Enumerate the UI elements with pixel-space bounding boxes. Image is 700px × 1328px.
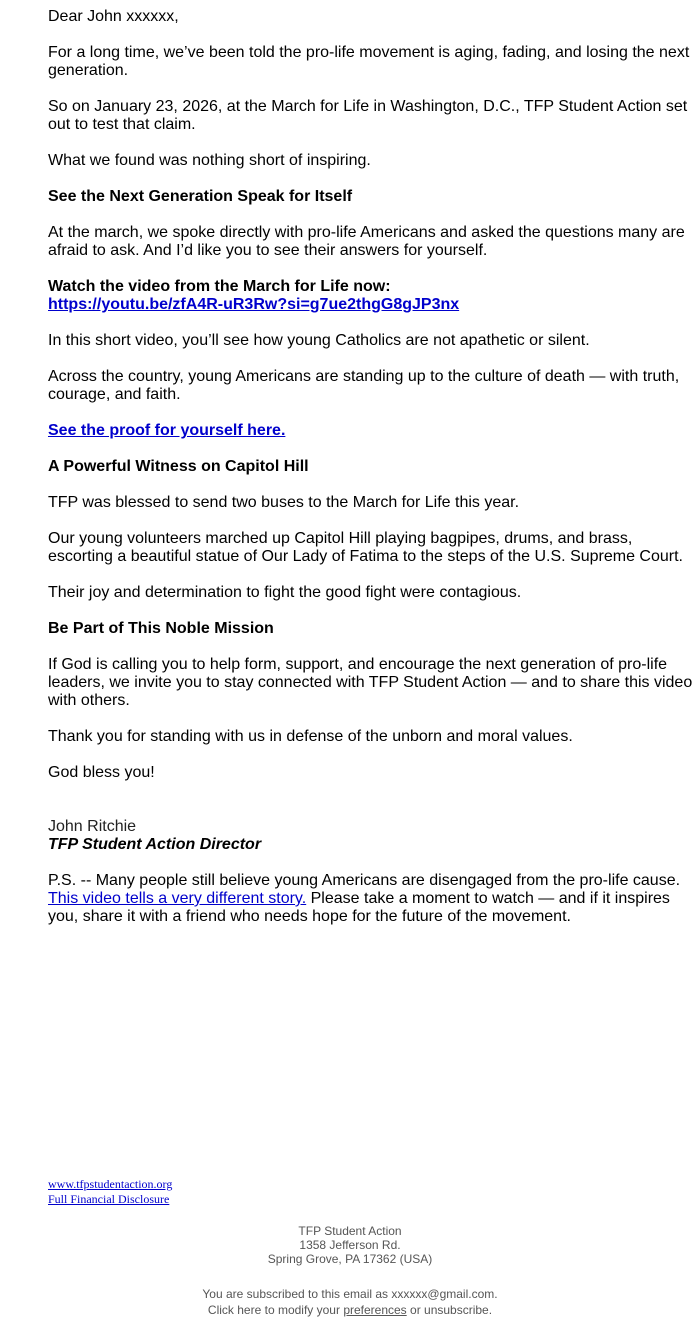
signature-title: TFP Student Action Director xyxy=(48,836,262,853)
street-address: 1358 Jefferson Rd. xyxy=(299,1238,401,1252)
footer-address xyxy=(0,1224,700,1266)
paragraph-questions: At the march, we spoke directly with pro-life Americans and asked the questions many are afraid to ask. And I’d like you to see their answers for yourself. xyxy=(48,224,685,259)
modify-suffix: or unsubscribe. xyxy=(406,1303,493,1317)
paragraph-thank-you: Thank you for standing with us in defense of the unborn and moral values. xyxy=(48,728,573,745)
paragraph-inspiring: What we found was nothing short of inspiring. xyxy=(48,152,371,169)
paragraph-across-country: Across the country, young Americans are standing up to the culture of death — with truth, courage, and faith. xyxy=(48,368,680,403)
postscript-prefix: P.S. -- Many people still believe young Americans are disengaged from the pro-life cause. xyxy=(48,872,681,889)
heading-noble-mission: Be Part of This Noble Mission xyxy=(48,620,274,637)
greeting: Dear John xxxxxx, xyxy=(48,8,179,25)
proof-block xyxy=(48,422,285,440)
preferences-link[interactable]: preferences xyxy=(343,1303,407,1317)
paragraph-invite: If God is calling you to help form, support, and encourage the next generation of pro-life leaders, we invite you to stay connected with TFP Student Action — and to share this video with others. xyxy=(48,656,693,709)
subscribed-suffix: . xyxy=(494,1287,498,1301)
paragraph-volunteers: Our young volunteers marched up Capitol Hill playing bagpipes, drums, and brass, escorting a beautiful statue of Our Lady of Fatima to the steps of the U.S. Supreme Court. xyxy=(48,530,683,565)
postscript xyxy=(48,872,693,926)
watch-video-label: Watch the video from the March for Life now: xyxy=(48,278,391,295)
footer-links xyxy=(48,1177,172,1207)
subscribed-prefix: You are subscribed to this email as xyxy=(202,1287,392,1301)
modify-line xyxy=(0,1302,700,1318)
subscribed-line xyxy=(0,1286,700,1302)
postscript-video-link[interactable]: This video tells a very different story. xyxy=(48,890,307,907)
website-link[interactable]: www.tfpstudentaction.org xyxy=(48,1177,173,1191)
subscriber-email: xxxxxx@gmail.com xyxy=(391,1287,495,1301)
proof-link[interactable]: See the proof for yourself here. xyxy=(48,422,286,439)
signature-name: John Ritchie xyxy=(48,818,137,835)
org-name: TFP Student Action xyxy=(298,1224,402,1238)
paragraph-short-video: In this short video, you’ll see how young Catholics are not apathetic or silent. xyxy=(48,332,590,349)
financial-disclosure-link[interactable]: Full Financial Disclosure xyxy=(48,1192,170,1206)
city-address: Spring Grove, PA 17362 (USA) xyxy=(267,1252,433,1266)
modify-prefix: Click here to modify your xyxy=(207,1303,344,1317)
paragraph-joy: Their joy and determination to fight the good fight were contagious. xyxy=(48,584,522,601)
heading-next-generation: See the Next Generation Speak for Itself xyxy=(48,188,353,205)
subscription-info xyxy=(0,1286,700,1318)
watch-video-block xyxy=(48,278,459,314)
paragraph-buses: TFP was blessed to send two buses to the March for Life this year. xyxy=(48,494,520,511)
video-url-link[interactable]: https://youtu.be/zfA4R-uR3Rw?si=g7ue2thgG8gJP3nx xyxy=(48,296,460,313)
postscript-suffix: Please take a moment to watch — and if it inspires you, share it with a friend who needs hope for the future of the movement. xyxy=(48,890,670,925)
paragraph-god-bless: God bless you! xyxy=(48,764,155,781)
paragraph-intro: For a long time, we’ve been told the pro-life movement is aging, fading, and losing the next generation. xyxy=(48,44,690,79)
paragraph-march-date: So on January 23, 2026, at the March for Life in Washington, D.C., TFP Student Action set out to test that claim. xyxy=(48,98,688,133)
heading-capitol-hill: A Powerful Witness on Capitol Hill xyxy=(48,458,309,475)
